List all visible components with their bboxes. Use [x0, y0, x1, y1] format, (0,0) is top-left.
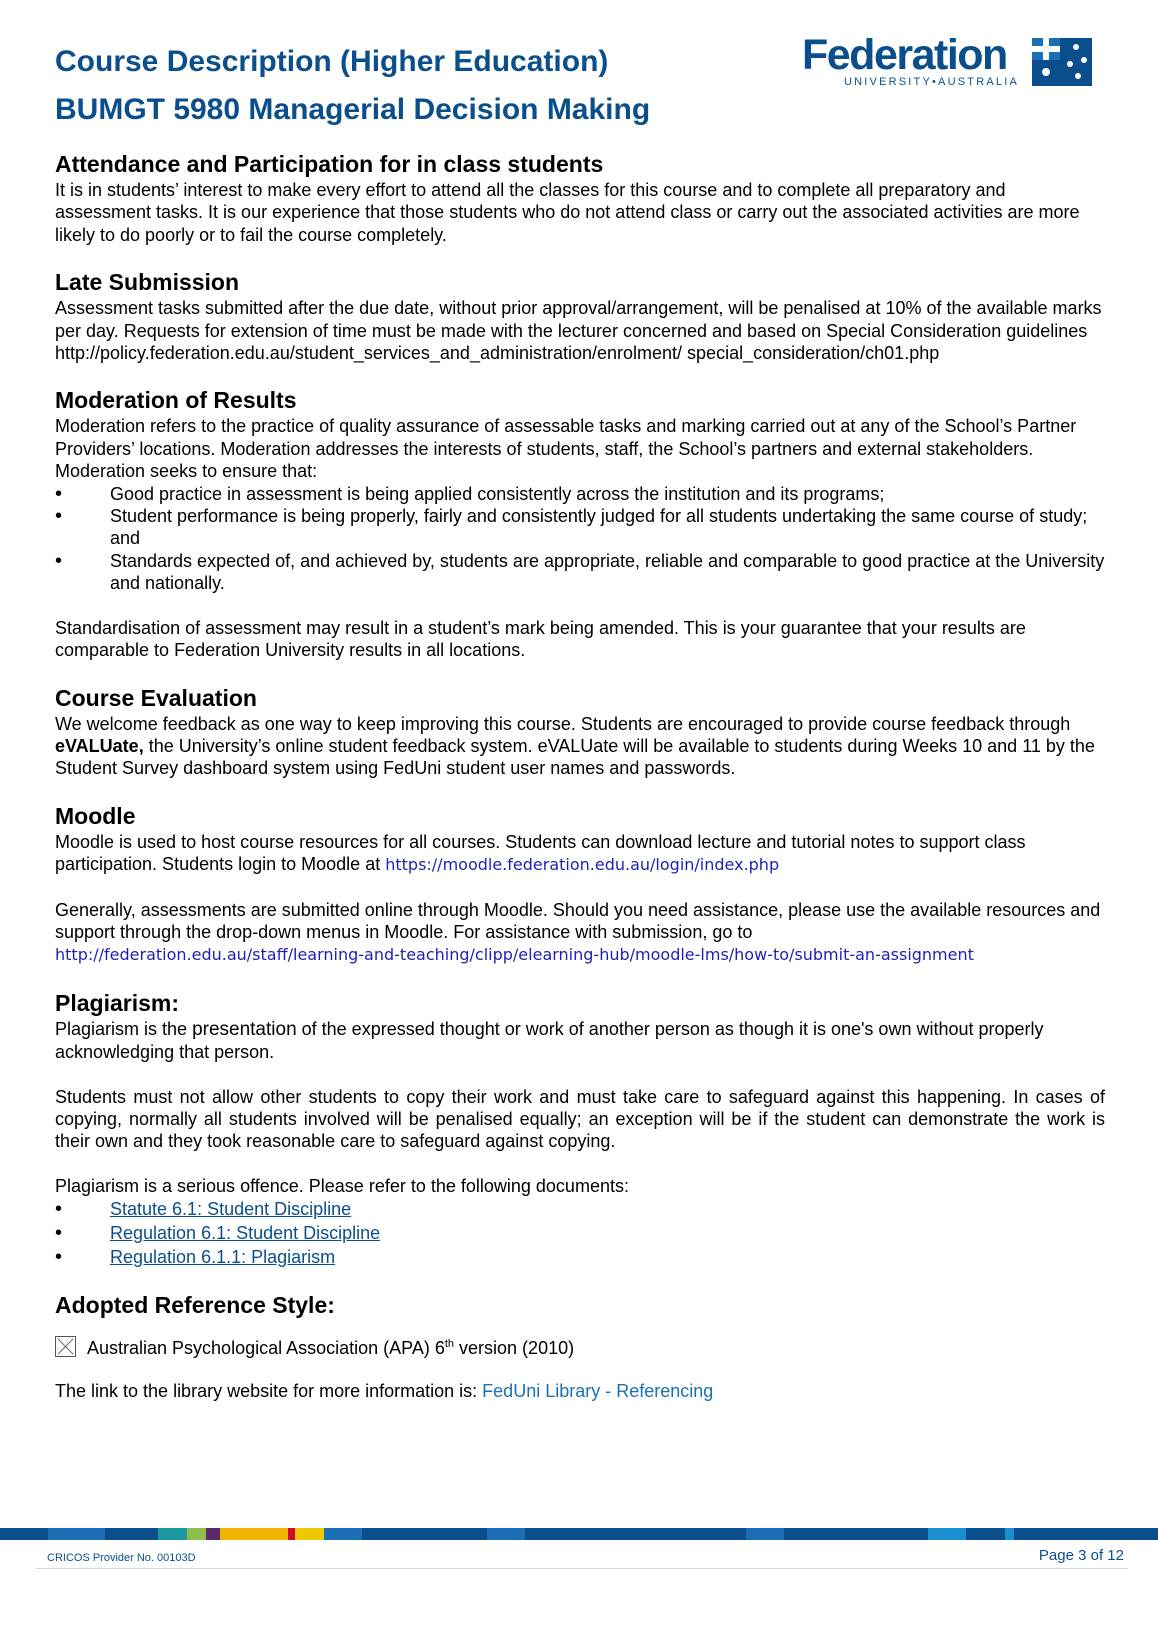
plagiarism-def-word: presentation: [192, 1018, 297, 1040]
apa-label-end: version (2010): [454, 1338, 575, 1359]
statute-6-1-link[interactable]: Statute 6.1: Student Discipline: [110, 1199, 352, 1220]
moodle-submission: [55, 899, 1105, 967]
course-title: BUMGT 5980 Managerial Decision Making: [55, 93, 651, 126]
footer-stripe-segment: [0, 1528, 48, 1540]
page-number: Page 3 of 12: [1038, 1547, 1124, 1564]
plagiarism-section: [55, 989, 1105, 1269]
apa-label-sup: th: [444, 1338, 455, 1351]
footer-stripe-segment: [158, 1528, 187, 1540]
evaluation-text-start: We welcome feedback as one way to keep improving this course. Students are encouraged to provide course feedback through: [55, 713, 1071, 734]
moderation-list: [55, 483, 1105, 595]
reference-style-section: [55, 1291, 1105, 1402]
late-submission-heading: Late Submission: [55, 269, 240, 296]
course-evaluation-section: [55, 684, 1105, 780]
footer-divider: [36, 1568, 1128, 1569]
footer-stripe-segment: [1005, 1528, 1015, 1540]
footer-stripe-segment: [206, 1528, 220, 1540]
list-item: • Good practice in assessment is being applied consistently across the institution and its programs;: [55, 483, 1105, 505]
plagiarism-definition: [55, 1018, 1105, 1064]
moodle-submission-text: Generally, assessments are submitted online through Moodle. Should you need assistance, please use the available resources and support through the drop-down menus in Moodle. For assistance with submission, go to: [55, 899, 1101, 942]
moodle-intro: [55, 831, 1105, 877]
checkbox-crossed-icon[interactable]: [55, 1336, 76, 1357]
apa-option[interactable]: [55, 1333, 1105, 1359]
moodle-intro-text: Moodle is used to host course resources for all courses. Students can download lecture and tutorial notes to support class participation. Students login to Moodle at: [55, 831, 1026, 875]
moodle-heading: Moodle: [55, 802, 136, 829]
feduni-library-link[interactable]: FedUni Library - Referencing: [482, 1380, 714, 1401]
library-info: [55, 1380, 1105, 1402]
attendance-text: It is in students’ interest to make every effort to attend all the classes for this course and to complete all preparatory and assessment tasks. It is our experience that those students who do not attend class or carry out the associated activities are more likely to do poorly or to fail the course completely.: [55, 180, 1080, 245]
footer-stripe-segment: [487, 1528, 525, 1540]
list-item: [55, 1221, 1105, 1245]
footer-stripe-segment: [1014, 1528, 1158, 1540]
reference-style-heading: Adopted Reference Style:: [55, 1292, 335, 1319]
submit-assignment-link[interactable]: http://federation.edu.au/staff/learning-and-teaching/clipp/elearning-hub/moodle-lms/how-to/submit-an-assignment: [55, 945, 974, 965]
plagiarism-def-end: of the expressed thought or work of another person as though it is one's own without properly acknowledging that person.: [55, 1018, 1044, 1063]
footer-stripe-segment: [295, 1528, 324, 1540]
late-submission-text: Assessment tasks submitted after the due date, without prior approval/arrangement, will be penalised at 10% of the available marks per day. Requests for extension of time must be made with the lecturer concerned and based on Special Consideration guidelines http://policy.federation.edu.au/student_services_and_administration/enrolment/ special_consideration/ch01.php: [55, 298, 1102, 364]
course-evaluation-text: [55, 713, 1105, 780]
logo-wordmark: Federation: [802, 31, 1007, 79]
list-item: [55, 1197, 1105, 1221]
evaluate-system-name: eVALUate,: [55, 735, 144, 756]
footer-stripe-segment: [288, 1528, 296, 1540]
main-content: [55, 150, 1105, 1424]
footer-stripe-segment: [220, 1528, 287, 1540]
late-submission-section: [55, 268, 1105, 364]
moodle-login-link[interactable]: https://moodle.federation.edu.au/login/index.php: [385, 855, 780, 875]
moodle-section: [55, 802, 1105, 967]
plagiarism-heading: Plagiarism:: [55, 989, 179, 1016]
moderation-intro: Moderation refers to the practice of quality assurance of assessable tasks and marking carried out at any of the School’s Partner Providers’ locations. Moderation addresses the interests of students, staff, the School’s partners and external stakeholders. Moderation seeks to ensure that:: [55, 416, 1077, 482]
federation-university-logo: [802, 32, 1092, 94]
course-evaluation-heading: Course Evaluation: [55, 684, 257, 711]
plagiarism-refer: Plagiarism is a serious offence. Please refer to the following documents:: [55, 1175, 629, 1196]
apa-label-start: Australian Psychological Association (APA) 6: [87, 1338, 445, 1359]
footer-stripe-segment: [48, 1528, 106, 1540]
footer-stripe-segment: [525, 1528, 745, 1540]
plagiarism-documents-list: [55, 1197, 1105, 1269]
plagiarism-copying: Students must not allow other students to copy their work and must take care to safeguard against this happening. In cases of copying, normally all students involved will be penalised equally; an exception will be if the student can demonstrate the work is their own and they took reasonable care to safeguard against copying.: [55, 1086, 1105, 1152]
logo-subtitle: UNIVERSITY•AUSTRALIA: [844, 76, 1019, 88]
cricos-provider-number: CRICOS Provider No. 00103D: [47, 1552, 196, 1564]
regulation-6-1-1-link[interactable]: Regulation 6.1.1: Plagiarism: [110, 1247, 336, 1268]
footer-color-stripe: [0, 1528, 1158, 1540]
list-item: [55, 1245, 1105, 1269]
footer-stripe-segment: [324, 1528, 362, 1540]
flag-stars-icon: [1032, 38, 1092, 86]
footer-stripe-segment: [187, 1528, 206, 1540]
document-title: Course Description (Higher Education): [55, 45, 609, 78]
footer-stripe-segment: [746, 1528, 784, 1540]
footer-stripe-segment: [362, 1528, 487, 1540]
footer-stripe-segment: [784, 1528, 928, 1540]
footer-stripe-segment: [928, 1528, 966, 1540]
evaluation-text-end: the University’s online student feedback system. eVALUate will be available to students during Weeks 10 and 11 by the Student Survey dashboard system using FedUni student user names and passwords.: [55, 735, 1095, 779]
footer-stripe-segment: [105, 1528, 158, 1540]
list-item: • Student performance is being properly, fairly and consistently judged for all students undertaking the same course of study; and: [55, 505, 1105, 550]
list-item: • Standards expected of, and achieved by, students are appropriate, reliable and comparable to good practice at the University and nationally.: [55, 550, 1105, 595]
regulation-6-1-link[interactable]: Regulation 6.1: Student Discipline: [110, 1223, 381, 1244]
plagiarism-def-start: Plagiarism is the: [55, 1018, 193, 1039]
attendance-heading: Attendance and Participation for in class students: [55, 151, 604, 177]
moderation-section: [55, 386, 1105, 661]
library-info-text: The link to the library website for more information is:: [55, 1380, 483, 1401]
apa-option-label: [87, 1333, 574, 1359]
footer-stripe-segment: [966, 1528, 1004, 1540]
moderation-heading: Moderation of Results: [55, 387, 297, 414]
attendance-section: [55, 150, 1105, 246]
moderation-closing: Standardisation of assessment may result in a student’s mark being amended. This is your guarantee that your results are comparable to Federation University results in all locations.: [55, 617, 1026, 661]
